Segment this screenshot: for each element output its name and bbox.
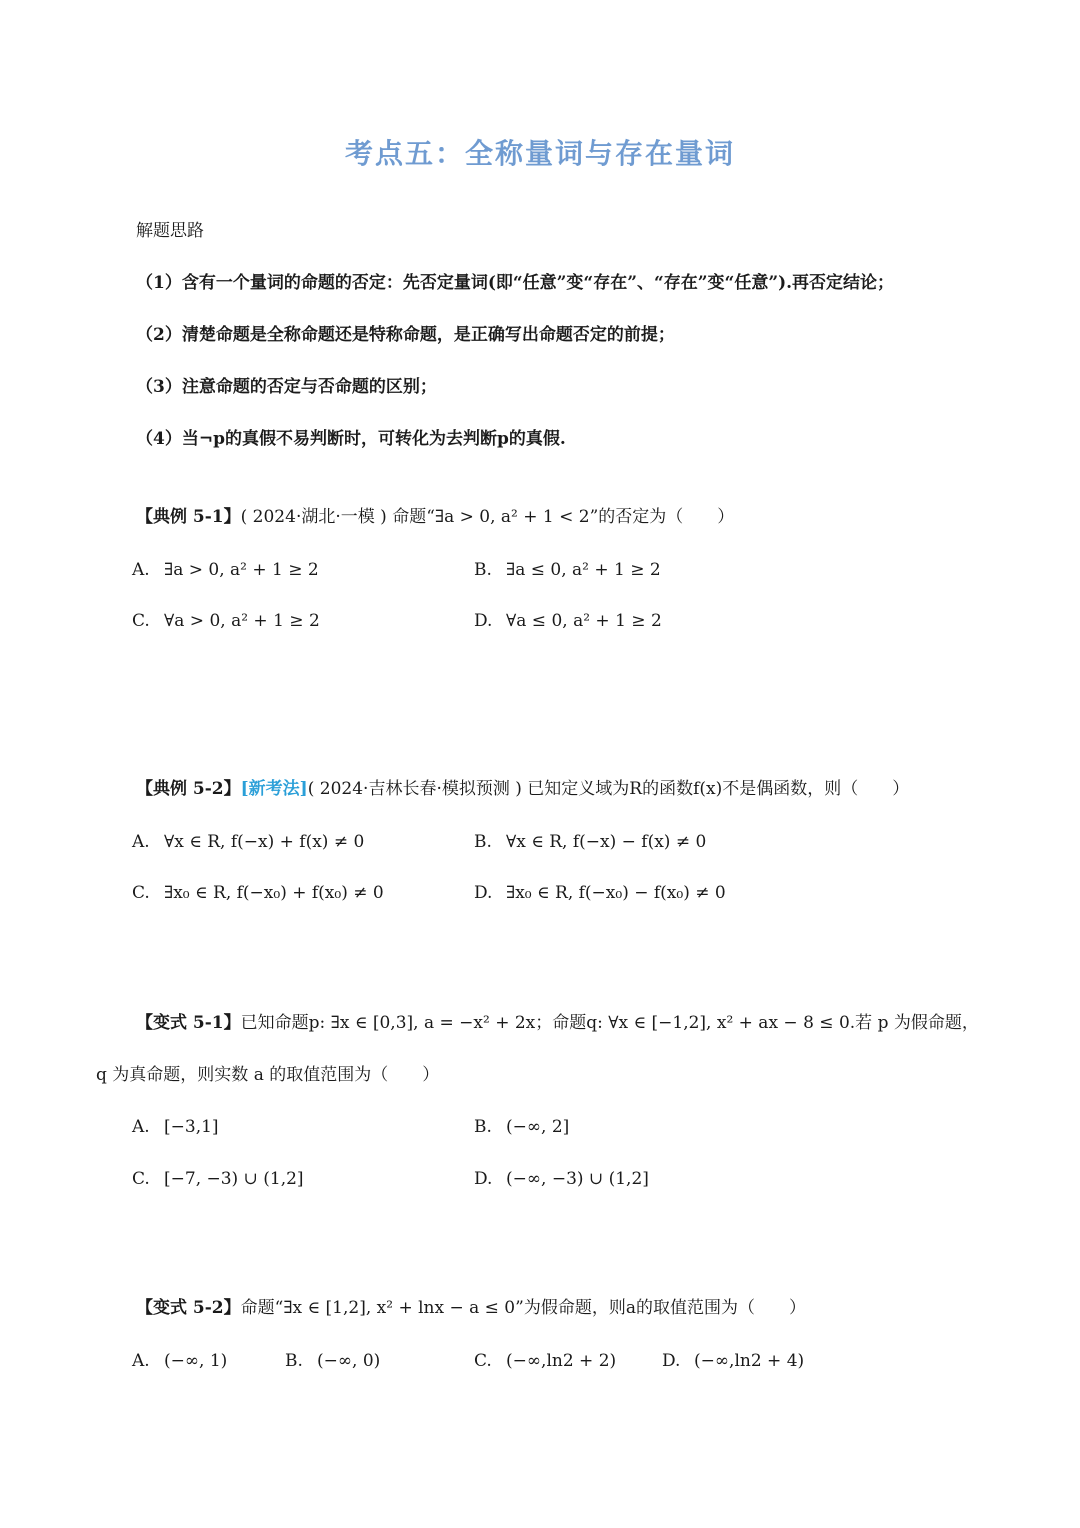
- variant-5-1-option-c[interactable]: [132, 1167, 304, 1191]
- option-letter: A.: [132, 1117, 150, 1137]
- variant-5-2-label: 【变式 5-2】: [136, 1298, 241, 1318]
- option-text: ∀a > 0, a² + 1 ≥ 2: [164, 611, 320, 631]
- option-letter: B.: [285, 1351, 303, 1371]
- example-5-1-option-d[interactable]: [474, 609, 662, 633]
- variant-5-1-option-b[interactable]: [474, 1115, 569, 1139]
- option-text: (−∞,ln2 + 4): [694, 1351, 805, 1371]
- option-letter: D.: [474, 1169, 493, 1189]
- tip-1: （1）含有一个量词的命题的否定：先否定量词(即“任意”变“存在”、“存在”变“任意”).再否定结论；: [136, 273, 895, 293]
- option-letter: B.: [474, 560, 492, 580]
- option-text: ∃x₀ ∈ R, f(−x₀) − f(x₀) ≠ 0: [506, 883, 726, 903]
- example-5-2-option-d[interactable]: [474, 881, 726, 905]
- option-text: ∀a ≤ 0, a² + 1 ≥ 2: [506, 611, 662, 631]
- example-5-1-option-c[interactable]: [132, 609, 320, 633]
- example-5-2-text: ( 2024·吉林长春·模拟预测 ) 已知定义域为R的函数f(x)不是偶函数，则（ ）: [307, 779, 910, 799]
- variant-5-2-stem: [136, 1296, 806, 1320]
- variant-5-1-option-a[interactable]: [132, 1115, 219, 1139]
- example-5-1-label: 【典例 5-1】: [136, 507, 241, 527]
- option-text: (−∞, 1): [164, 1351, 228, 1371]
- option-text: (−∞,ln2 + 2): [506, 1351, 617, 1371]
- variant-5-1-option-d[interactable]: [474, 1167, 649, 1191]
- section-label: 解题思路: [136, 221, 204, 241]
- option-text: (−∞, 2]: [506, 1117, 570, 1137]
- option-letter: C.: [132, 883, 150, 903]
- variant-5-2-text: 命题“∃x ∈ [1,2], x² + lnx − a ≤ 0”为假命题，则a的取值范围为（ ）: [240, 1298, 806, 1318]
- variant-5-2-option-c[interactable]: [474, 1349, 616, 1373]
- option-letter: A.: [132, 832, 150, 852]
- option-letter: C.: [132, 1169, 150, 1189]
- option-letter: A.: [132, 560, 150, 580]
- option-letter: D.: [474, 611, 493, 631]
- example-5-2-option-a[interactable]: [132, 830, 364, 854]
- example-5-2-label: 【典例 5-2】: [136, 779, 241, 799]
- new-method-tag: [新考法]: [240, 779, 308, 799]
- option-text: ∀x ∈ R, f(−x) + f(x) ≠ 0: [164, 832, 365, 852]
- tip-2: （2）清楚命题是全称命题还是特称命题，是正确写出命题否定的前提；: [136, 325, 675, 345]
- example-5-2-stem: [136, 777, 909, 801]
- example-5-1-option-a[interactable]: [132, 558, 319, 582]
- variant-5-2-option-d[interactable]: [662, 1349, 804, 1373]
- option-text: ∃a > 0, a² + 1 ≥ 2: [164, 560, 319, 580]
- option-text: ∃a ≤ 0, a² + 1 ≥ 2: [506, 560, 661, 580]
- option-text: (−∞, −3) ∪ (1,2]: [506, 1169, 649, 1189]
- tip-4: （4）当¬p的真假不易判断时，可转化为去判断p的真假.: [136, 429, 566, 449]
- variant-5-1-stem: [136, 1011, 979, 1035]
- option-letter: C.: [132, 611, 150, 631]
- example-5-1-stem: [136, 505, 734, 529]
- variant-5-2-option-a[interactable]: [132, 1349, 227, 1373]
- example-5-1-option-b[interactable]: [474, 558, 661, 582]
- option-letter: B.: [474, 1117, 492, 1137]
- option-text: [−7, −3) ∪ (1,2]: [164, 1169, 304, 1189]
- option-letter: C.: [474, 1351, 492, 1371]
- example-5-2-option-b[interactable]: [474, 830, 706, 854]
- option-text: ∀x ∈ R, f(−x) − f(x) ≠ 0: [506, 832, 707, 852]
- option-letter: D.: [662, 1351, 681, 1371]
- example-5-1-text: ( 2024·湖北·一模 ) 命题“∃a > 0, a² + 1 < 2”的否定为（ ）: [240, 507, 735, 527]
- option-text: [−3,1]: [164, 1117, 219, 1137]
- variant-5-1-text-line2: q 为真命题，则实数 a 的取值范围为（ ）: [96, 1065, 440, 1085]
- option-text: (−∞, 0): [317, 1351, 381, 1371]
- option-letter: D.: [474, 883, 493, 903]
- option-letter: B.: [474, 832, 492, 852]
- tip-3: （3）注意命题的否定与否命题的区别；: [136, 377, 437, 397]
- variant-5-1-label: 【变式 5-1】: [136, 1013, 241, 1033]
- variant-5-2-option-b[interactable]: [285, 1349, 380, 1373]
- example-5-2-option-c[interactable]: [132, 881, 384, 905]
- option-text: ∃x₀ ∈ R, f(−x₀) + f(x₀) ≠ 0: [164, 883, 384, 903]
- option-letter: A.: [132, 1351, 150, 1371]
- page-title: 考点五：全称量词与存在量词: [344, 137, 735, 170]
- variant-5-1-text-line1: 已知命题p: ∃x ∈ [0,3], a = −x² + 2x；命题q: ∀x ∈ [−1,2], x² + ax − 8 ≤ 0.若 p 为假命题，: [240, 1013, 979, 1033]
